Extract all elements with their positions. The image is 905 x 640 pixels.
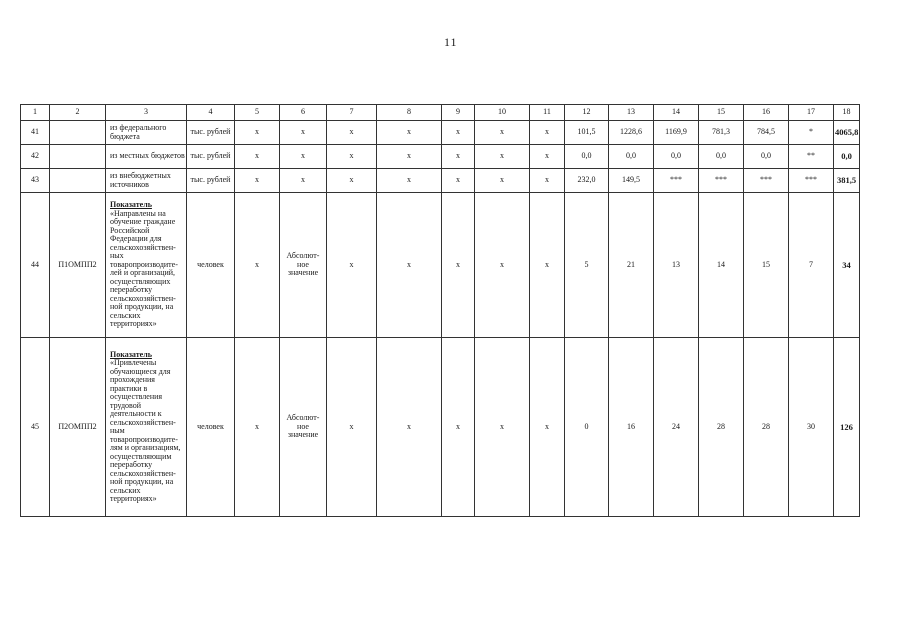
cell-c6: Абсолют-ное значение bbox=[280, 193, 327, 338]
header-cell: 14 bbox=[654, 105, 699, 121]
header-cell: 9 bbox=[442, 105, 475, 121]
row-number: 42 bbox=[21, 145, 50, 169]
row-name: из местных бюджетов bbox=[106, 145, 187, 169]
cell-c16: *** bbox=[744, 169, 789, 193]
cell-c13: 1228,6 bbox=[609, 121, 654, 145]
cell-c7: x bbox=[327, 169, 377, 193]
header-cell: 11 bbox=[530, 105, 565, 121]
cell-total: 126 bbox=[834, 338, 860, 517]
row-number: 44 bbox=[21, 193, 50, 338]
header-cell: 1 bbox=[21, 105, 50, 121]
header-cell: 17 bbox=[789, 105, 834, 121]
cell-c15: *** bbox=[699, 169, 744, 193]
cell-c14: 24 bbox=[654, 338, 699, 517]
header-cell: 7 bbox=[327, 105, 377, 121]
cell-c14: 13 bbox=[654, 193, 699, 338]
row-name: из федерального бюджета bbox=[106, 121, 187, 145]
row-unit: тыс. рублей bbox=[187, 121, 235, 145]
header-cell: 18 bbox=[834, 105, 860, 121]
indicator-description: «Направлены на обучение граждане Российской Федерации для сельскохозяйствен-ных товаропроизводите-лей и организаций, осуществляющих переработку сельскохозяйствен-ной продукции, на сельских территориях» bbox=[110, 208, 178, 329]
cell-c10: x bbox=[475, 145, 530, 169]
cell-c9: x bbox=[442, 193, 475, 338]
cell-c7: x bbox=[327, 121, 377, 145]
cell-c15: 0,0 bbox=[699, 145, 744, 169]
cell-c14: 1169,9 bbox=[654, 121, 699, 145]
cell-c16: 15 bbox=[744, 193, 789, 338]
header-cell: 16 bbox=[744, 105, 789, 121]
cell-c8: x bbox=[377, 169, 442, 193]
cell-c9: x bbox=[442, 338, 475, 517]
table-row bbox=[21, 169, 860, 193]
header-cell: 10 bbox=[475, 105, 530, 121]
header-cell: 12 bbox=[565, 105, 609, 121]
cell-total: 34 bbox=[834, 193, 860, 338]
cell-c15: 781,3 bbox=[699, 121, 744, 145]
row-number: 43 bbox=[21, 169, 50, 193]
row-name-cell bbox=[106, 193, 187, 338]
cell-c6: x bbox=[280, 169, 327, 193]
header-cell: 4 bbox=[187, 105, 235, 121]
cell-c12: 101,5 bbox=[565, 121, 609, 145]
cell-c15: 28 bbox=[699, 338, 744, 517]
cell-c5: x bbox=[235, 121, 280, 145]
row-number: 41 bbox=[21, 121, 50, 145]
cell-c6: x bbox=[280, 121, 327, 145]
cell-c9: x bbox=[442, 169, 475, 193]
cell-c11: x bbox=[530, 338, 565, 517]
cell-c8: x bbox=[377, 145, 442, 169]
cell-c6: x bbox=[280, 145, 327, 169]
cell-c13: 0,0 bbox=[609, 145, 654, 169]
cell-c11: x bbox=[530, 145, 565, 169]
cell-c11: x bbox=[530, 193, 565, 338]
cell-c17: * bbox=[789, 121, 834, 145]
page-number: 11 bbox=[444, 35, 458, 49]
cell-c10: x bbox=[475, 193, 530, 338]
cell-c7: x bbox=[327, 338, 377, 517]
cell-c17: *** bbox=[789, 169, 834, 193]
cell-c12: 0,0 bbox=[565, 145, 609, 169]
header-cell: 2 bbox=[50, 105, 106, 121]
header-cell: 8 bbox=[377, 105, 442, 121]
row-name-cell bbox=[106, 338, 187, 517]
table-row bbox=[21, 338, 860, 517]
cell-c5: x bbox=[235, 193, 280, 338]
indicator-title: Показатель bbox=[110, 200, 152, 210]
row-unit: человек bbox=[187, 338, 235, 517]
table-header-row bbox=[21, 105, 860, 121]
cell-c5: x bbox=[235, 169, 280, 193]
row-code bbox=[50, 145, 106, 169]
header-cell: 5 bbox=[235, 105, 280, 121]
cell-c6: Абсолют-ное значение bbox=[280, 338, 327, 517]
table-row bbox=[21, 121, 860, 145]
cell-c16: 28 bbox=[744, 338, 789, 517]
table-row bbox=[21, 145, 860, 169]
row-unit: тыс. рублей bbox=[187, 169, 235, 193]
header-cell: 6 bbox=[280, 105, 327, 121]
cell-total: 0,0 bbox=[834, 145, 860, 169]
cell-c13: 16 bbox=[609, 338, 654, 517]
table-row bbox=[21, 193, 860, 338]
cell-c12: 0 bbox=[565, 338, 609, 517]
cell-c11: x bbox=[530, 121, 565, 145]
cell-c8: x bbox=[377, 338, 442, 517]
row-unit: тыс. рублей bbox=[187, 145, 235, 169]
cell-c7: x bbox=[327, 145, 377, 169]
cell-c8: x bbox=[377, 193, 442, 338]
cell-c17: ** bbox=[789, 145, 834, 169]
cell-c7: x bbox=[327, 193, 377, 338]
header-cell: 3 bbox=[106, 105, 187, 121]
cell-c11: x bbox=[530, 169, 565, 193]
row-code bbox=[50, 169, 106, 193]
cell-c5: x bbox=[235, 338, 280, 517]
indicators-table bbox=[20, 104, 860, 517]
cell-c15: 14 bbox=[699, 193, 744, 338]
cell-c12: 5 bbox=[565, 193, 609, 338]
row-unit: человек bbox=[187, 193, 235, 338]
cell-c10: x bbox=[475, 338, 530, 517]
header-cell: 15 bbox=[699, 105, 744, 121]
row-name: из внебюджетных источников bbox=[106, 169, 187, 193]
cell-c17: 7 bbox=[789, 193, 834, 338]
cell-c14: *** bbox=[654, 169, 699, 193]
cell-c10: x bbox=[475, 121, 530, 145]
indicator-title: Показатель bbox=[110, 349, 152, 359]
cell-c8: x bbox=[377, 121, 442, 145]
row-code: П1ОМПП2 bbox=[50, 193, 106, 338]
cell-c9: x bbox=[442, 121, 475, 145]
cell-c16: 0,0 bbox=[744, 145, 789, 169]
cell-c13: 149,5 bbox=[609, 169, 654, 193]
cell-c17: 30 bbox=[789, 338, 834, 517]
cell-c16: 784,5 bbox=[744, 121, 789, 145]
cell-total: 4065,8 bbox=[834, 121, 860, 145]
cell-c5: x bbox=[235, 145, 280, 169]
cell-c9: x bbox=[442, 145, 475, 169]
cell-total: 381,5 bbox=[834, 169, 860, 193]
cell-c13: 21 bbox=[609, 193, 654, 338]
cell-c12: 232,0 bbox=[565, 169, 609, 193]
row-code bbox=[50, 121, 106, 145]
header-cell: 13 bbox=[609, 105, 654, 121]
cell-c10: x bbox=[475, 169, 530, 193]
indicator-description: «Привлечены обучающиеся для прохождения практики в осуществления трудовой деятельности к сельскохозяйствен-ным товаропроизводите-лям и организациям, осуществляющим переработку сельскохозяйствен-ной продукции, на сельских территориях» bbox=[110, 358, 181, 503]
row-number: 45 bbox=[21, 338, 50, 517]
cell-c14: 0,0 bbox=[654, 145, 699, 169]
row-code: П2ОМПП2 bbox=[50, 338, 106, 517]
